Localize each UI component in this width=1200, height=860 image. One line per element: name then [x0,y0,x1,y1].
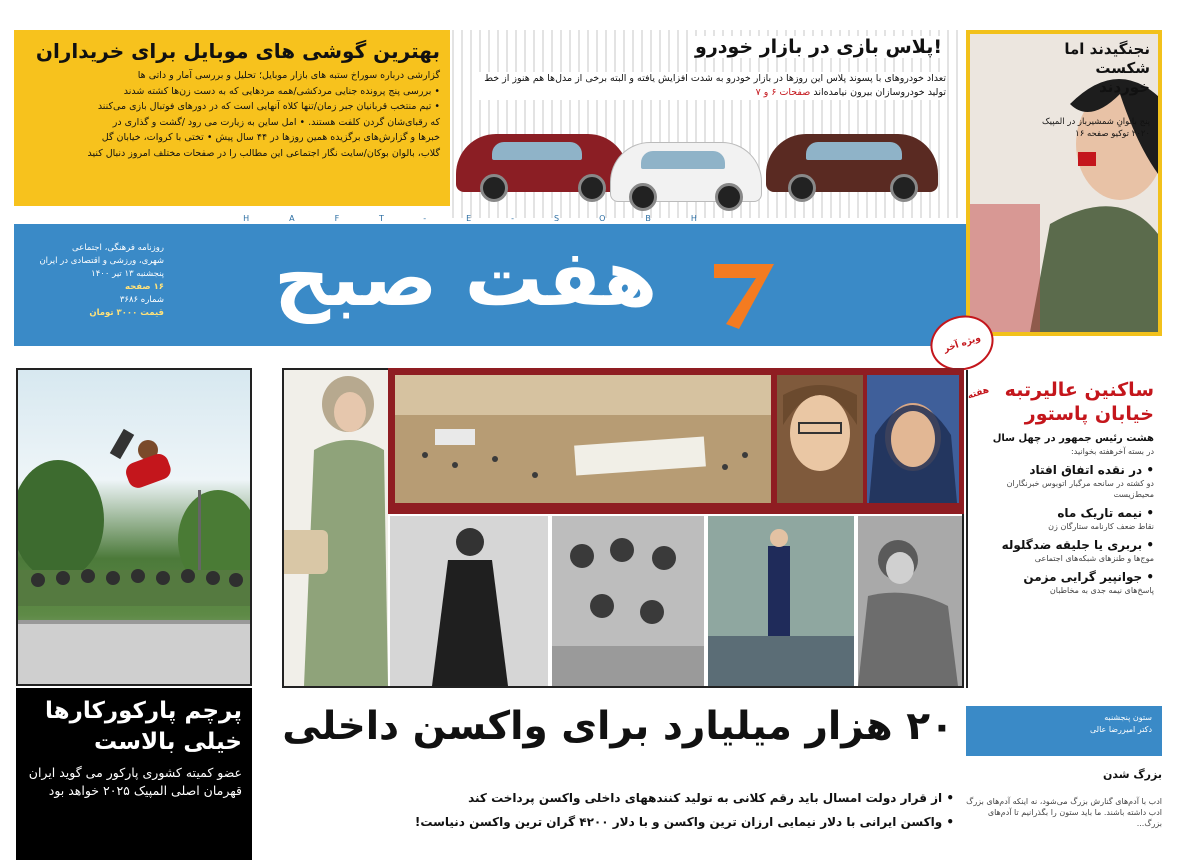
ceremony-photo [708,516,854,686]
issue-info-line: قیمت ۳۰۰۰ تومان [89,308,164,318]
weekend-badge: ویژه آخر هفته [923,307,1001,378]
yellow-teaser[interactable] [14,30,450,206]
weekend-item-title[interactable]: • نیمه تاریک ماه [1057,506,1154,520]
parkour-summary: عضو کمیته کشوری پارکور می گوید ایران قهرمان اصلی المپیک ۲۰۲۵ خواهد بود [28,765,242,798]
car-image-red [456,134,628,192]
cars-teaser-credit: صفحات ۶ و ۷ [755,87,811,98]
column-body: ادب با آدم‌های گنارش بزرگ می‌شود، نه اینکه آدم‌های بزرگ ادب داشته باشند. ما باید ستون را بگذرانیم تا آدم‌های بزرگ... [966,797,1162,828]
fencer-teaser[interactable] [966,30,1162,336]
parkour-headline-line: پرچم پارکورکارها [45,698,242,724]
brand-logo[interactable]: هفت صبح [274,234,658,324]
archive-photo-group [552,516,704,686]
issue-info-line: شماره ۳۶۸۶ [119,295,164,305]
portrait-photo-2 [867,375,959,503]
brand-seven-icon [704,254,784,334]
cars-teaser-body: تعداد خودروهای با پسوند پلاس این روزها در بازار خودرو به شدت افزایش یافته و البته برخی از مدل‌ها هم هنوز از خط تولید خودروسازان بیرون نیامده‌اند [484,73,946,98]
weekend-item-desc: پاسخ‌های نیمه جدی به مخاطبان [1049,586,1154,595]
car-wheel [629,183,657,211]
weekend-item-desc: نقاط ضعف کارنامه ستارگان زن [1048,522,1154,531]
car-wheel [788,174,816,202]
car-window [641,151,725,169]
yellow-teaser-line: گلاب، بالوان بوکان/سایت نگار اجتماعی این مطالب را در صفحات مختلف امروز دنبال کنید [87,147,440,159]
car-wheel [480,174,508,202]
column-title[interactable]: بزرگ شدن [1103,768,1162,781]
column-author: دکتر امیررضا عالی [1089,725,1152,734]
car-wheel [578,174,606,202]
main-story-bullet: • از قرار دولت امسال باید رقم کلانی به تولید کنندههای داخلی واکسن پرداخت کند [468,791,954,805]
issue-info-line: ۱۶ صفحه [125,282,164,292]
fencer-teaser-title: نجنگیدند اما شکست خوردند [1064,40,1150,96]
yellow-teaser-headline: بهترین گوشی های موبایل برای خریداران [35,39,440,63]
issue-info-line: پنجشنبه ۱۳ تیر ۱۴۰۰ [91,269,164,279]
weekend-item-desc: دو کشته در سانحه مرگبار اتوبوس خبرنگاران محیط‌زیست [1006,479,1154,499]
fencer-teaser-subtitle: پنج بانوانِ شمشیرباز در المپیک ۲۰۲۰ توکیو صفحه ۱۶ [1042,117,1150,139]
yellow-teaser-line: خبرها و گزارش‌های برگزیده همین روزها در ۴۴ سال پیش • تختی با کروات، خیابان گل [101,132,440,143]
portrait-photo-1 [777,375,863,503]
fashion-photo [390,516,548,686]
issue-info-line: شهری، ورزشی و اقتصادی در ایران [39,256,164,266]
brand-latin: HAFT-E-SOBH [243,214,737,223]
car-window [492,142,582,160]
column-label: ستون پنجشنبه [1104,713,1152,722]
pasteur-headline: ساکنین عالیرتبه خیابان پاستور [1004,379,1154,425]
featured-photos-frame [388,368,964,514]
masthead [14,214,966,346]
yellow-teaser-line: که رقبای‌شان گردن کلفت هستند. • امل ساین به زیارت می رود /گشت و گذاری در [112,116,440,128]
car-wheel [715,183,743,211]
car-window [806,142,902,160]
actress-photo [284,370,388,686]
yellow-teaser-line: گزارشی درباره سوراخ ستبه های بازار موبایل؛ تحلیل و بررسی آمار و داتی ها [137,70,440,81]
cars-teaser-text [476,72,946,100]
car-wheel [890,174,918,202]
main-headline[interactable]: ۲۰ هزار میلیارد برای واکسن داخلی [282,704,954,749]
vintage-portrait-photo [858,516,962,686]
main-story-bullet: • واکسن ایرانی با دلار نیمایی ارزان ترین واکسن و با دلار ۴۲۰۰ گران ترین واکسن دنیاست! [414,815,954,829]
parkour-headline-line: خیلی بالاست [94,729,242,755]
yellow-teaser-line: • بررسی پنج پرونده جنایی مردکشی/همه مردهایی که به دست زن‌ها کشته شدند [123,85,440,97]
pasteur-subhead: هشت رئیس جمهور در چهل سال [992,433,1154,444]
cars-teaser-headline: !پلاس بازی در بازار خودرو [691,36,946,58]
weekend-item-title[interactable]: • بربری یا جلیقه ضدگلوله [1001,538,1154,552]
parkour-illustration [18,370,250,684]
column-header [966,706,1162,756]
issue-info-line: روزنامه فرهنگی، اجتماعی [72,243,164,253]
bus-accident-photo [395,375,771,503]
cars-teaser[interactable] [452,30,958,218]
read-more-note: در بسته آخرهفته بخوانید: [1071,447,1154,456]
weekend-item-title[interactable]: • در نقده اتفاق افتاد [1029,463,1154,477]
parkour-story[interactable] [16,688,252,860]
yellow-teaser-line: • تیم منتخب قربانیان جبر زمان/تنها کلاه آنهایی است که در دورهای فوتبال بازی می‌کنند [97,101,440,112]
issue-info [24,242,164,320]
main-story-bullets [282,786,954,834]
car-image-white [610,142,762,202]
weekend-column[interactable] [966,370,1162,688]
weekend-item-desc: موج‌ها و طنزهای شبکه‌های اجتماعی [1034,554,1154,563]
weekend-item-title[interactable]: • جوانپیر گرایی مزمن [1023,570,1154,584]
car-image-brown [766,134,938,192]
parkour-photo [16,368,252,686]
